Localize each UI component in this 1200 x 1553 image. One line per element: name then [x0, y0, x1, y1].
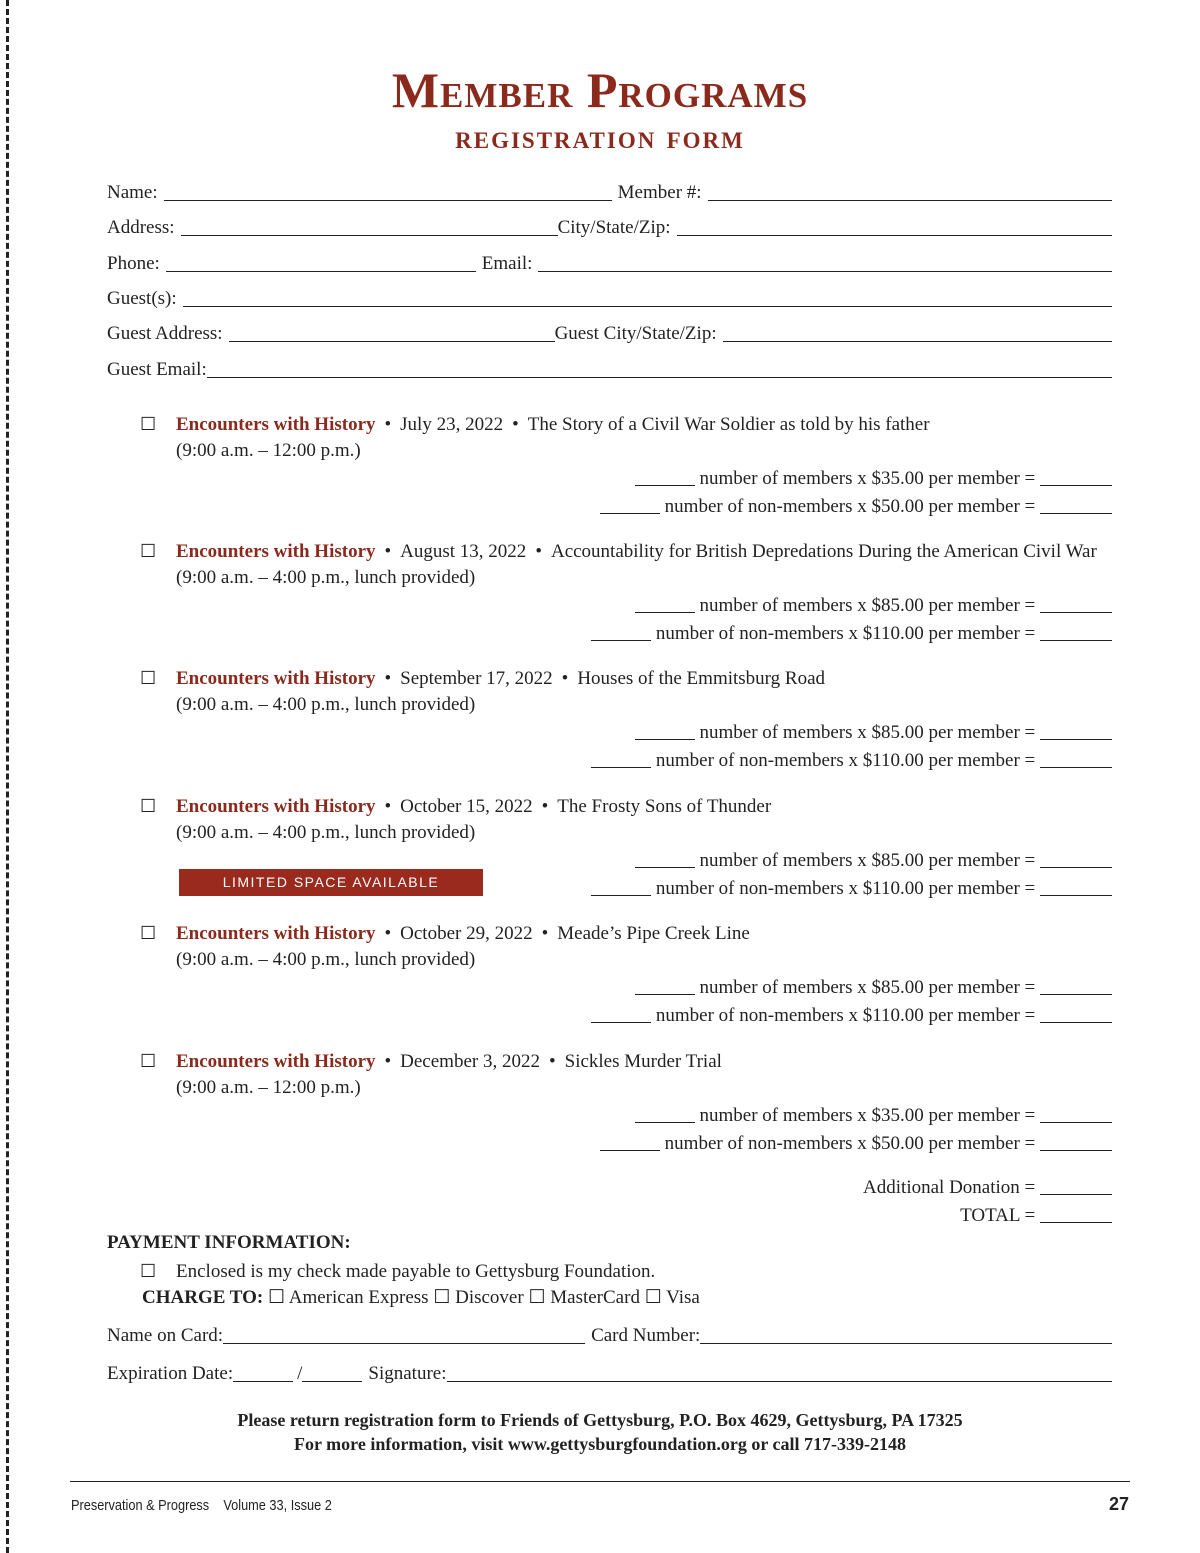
- name-on-card-label: Name on Card:: [107, 1325, 224, 1346]
- event-time: (9:00 a.m. – 4:00 p.m., lunch provided): [176, 822, 476, 843]
- event-series: Encounters with History: [176, 923, 376, 944]
- guests-label: Guest(s):: [107, 288, 177, 309]
- member-price-line: [635, 720, 1112, 746]
- event-topic: The Story of a Civil War Soldier as told by his father: [527, 414, 930, 435]
- nonmember-price-text: number of non-members x $50.00 per member =: [664, 496, 1036, 517]
- member-count-field[interactable]: [635, 1104, 695, 1123]
- page-title: Member Programs: [391, 62, 809, 118]
- donation-label: Additional Donation =: [863, 1177, 1036, 1198]
- check-option: [140, 1258, 655, 1285]
- event-date: October 15, 2022: [400, 796, 533, 817]
- amex-checkbox[interactable]: ☐: [268, 1287, 286, 1308]
- event-checkbox[interactable]: ☐: [140, 541, 157, 561]
- nonmember-subtotal-field[interactable]: [1040, 1132, 1112, 1151]
- nonmember-price-text: number of non-members x $110.00 per member =: [655, 878, 1036, 899]
- mastercard-label: MasterCard: [550, 1287, 640, 1308]
- event-date: August 13, 2022: [400, 541, 527, 562]
- event-checkbox[interactable]: ☐: [140, 668, 157, 688]
- nonmember-subtotal-field[interactable]: [1040, 1004, 1112, 1023]
- bullet-separator: •: [548, 1051, 556, 1072]
- phone-row: [107, 251, 1112, 275]
- address-label: Address:: [107, 217, 175, 238]
- bullet-separator: •: [384, 414, 392, 435]
- total-field[interactable]: [1040, 1204, 1112, 1223]
- event-date: September 17, 2022: [400, 668, 553, 689]
- footer-divider: [70, 1481, 1130, 1482]
- event-date: December 3, 2022: [400, 1051, 540, 1072]
- nonmember-price-text: number of non-members x $110.00 per member =: [655, 1005, 1036, 1026]
- event-time: (9:00 a.m. – 4:00 p.m., lunch provided): [176, 949, 476, 970]
- event-checkbox[interactable]: ☐: [140, 923, 157, 943]
- mastercard-checkbox[interactable]: ☐: [528, 1287, 546, 1308]
- member-subtotal-field[interactable]: [1040, 721, 1112, 740]
- event-series: Encounters with History: [176, 796, 376, 817]
- nonmember-count-field[interactable]: [600, 1132, 660, 1151]
- member-number-field[interactable]: [708, 182, 1112, 201]
- bullet-separator: •: [541, 923, 549, 944]
- event-topic: Sickles Murder Trial: [564, 1051, 722, 1072]
- dashed-cut-line: [6, 0, 9, 1553]
- event-block: [140, 411, 1125, 517]
- address-field[interactable]: [181, 217, 558, 236]
- guest-email-label: Guest Email:: [107, 359, 207, 380]
- member-count-field[interactable]: [635, 976, 695, 995]
- guest-email-row: [107, 357, 1112, 381]
- guest-address-label: Guest Address:: [107, 323, 223, 344]
- name-row: [107, 180, 1112, 204]
- page-subtitle: registration form: [455, 120, 745, 156]
- bullet-separator: •: [512, 414, 519, 435]
- event-series: Encounters with History: [176, 414, 376, 435]
- bullet-separator: •: [384, 796, 392, 817]
- total-label: TOTAL =: [960, 1205, 1036, 1226]
- donation-field[interactable]: [1040, 1176, 1112, 1195]
- member-price-text: number of members x $35.00 per member =: [699, 1105, 1036, 1126]
- member-price-text: number of members x $85.00 per member =: [699, 722, 1036, 743]
- total-line: [960, 1203, 1112, 1229]
- additional-donation-line: [863, 1175, 1112, 1201]
- event-block: [140, 538, 1125, 644]
- discover-checkbox[interactable]: ☐: [433, 1287, 451, 1308]
- email-label: Email:: [481, 253, 533, 274]
- nonmember-count-field[interactable]: [591, 749, 651, 768]
- member-price-text: number of members x $85.00 per member =: [699, 977, 1036, 998]
- visa-checkbox[interactable]: ☐: [644, 1287, 662, 1308]
- nonmember-price-line: [591, 621, 1112, 647]
- expiration-row: [107, 1361, 1112, 1385]
- nonmember-price-text: number of non-members x $50.00 per member =: [664, 1133, 1036, 1154]
- event-block: [140, 1048, 1125, 1154]
- guest-address-row: [107, 321, 1112, 345]
- bullet-separator: •: [384, 668, 392, 689]
- nonmember-subtotal-field[interactable]: [1040, 622, 1112, 641]
- city-state-zip-field[interactable]: [677, 217, 1112, 236]
- guest-email-field[interactable]: [207, 359, 1112, 378]
- check-checkbox[interactable]: ☐: [140, 1261, 157, 1281]
- nonmember-subtotal-field[interactable]: [1040, 495, 1112, 514]
- email-field[interactable]: [538, 253, 1112, 272]
- member-subtotal-field[interactable]: [1040, 849, 1112, 868]
- name-label: Name:: [107, 182, 158, 203]
- publication-info: [71, 1497, 332, 1514]
- card-number-field[interactable]: [700, 1325, 1112, 1344]
- nonmember-price-text: number of non-members x $110.00 per member =: [655, 623, 1036, 644]
- member-price-text: number of members x $85.00 per member =: [699, 850, 1036, 871]
- nonmember-count-field[interactable]: [591, 877, 651, 896]
- nonmember-count-field[interactable]: [591, 1004, 651, 1023]
- member-price-text: number of members x $35.00 per member =: [699, 468, 1036, 489]
- guests-field[interactable]: [183, 288, 1112, 307]
- discover-label: Discover: [455, 1287, 524, 1308]
- guests-row: [107, 286, 1112, 310]
- member-subtotal-field[interactable]: [1040, 467, 1112, 486]
- phone-label: Phone:: [107, 253, 160, 274]
- expiration-label: Expiration Date:: [107, 1363, 234, 1384]
- visa-label: Visa: [666, 1287, 700, 1308]
- nonmember-price-line: [600, 494, 1112, 520]
- event-time: (9:00 a.m. – 4:00 p.m., lunch provided): [176, 567, 476, 588]
- nonmember-subtotal-field[interactable]: [1040, 877, 1112, 896]
- member-price-line: [635, 593, 1112, 619]
- expiration-slash: /: [297, 1363, 303, 1384]
- member-subtotal-field[interactable]: [1040, 1104, 1112, 1123]
- member-subtotal-field[interactable]: [1040, 976, 1112, 995]
- event-topic: Accountability for British Depredations During the American Civil War: [550, 541, 1097, 562]
- event-time: (9:00 a.m. – 12:00 p.m.): [176, 440, 361, 461]
- bullet-separator: •: [384, 923, 392, 944]
- event-block: [140, 920, 1125, 1026]
- nonmember-price-line: [591, 748, 1112, 774]
- member-count-field[interactable]: [635, 594, 695, 613]
- event-topic: The Frosty Sons of Thunder: [557, 796, 772, 817]
- check-text: Enclosed is my check made payable to Gettysburg Foundation.: [176, 1261, 656, 1282]
- member-price-line: [635, 975, 1112, 1001]
- guest-address-field[interactable]: [229, 323, 555, 342]
- event-block: [140, 793, 1125, 899]
- expiration-year-field[interactable]: [302, 1363, 362, 1382]
- member-count-field[interactable]: [635, 721, 695, 740]
- nonmember-count-field[interactable]: [600, 495, 660, 514]
- nonmember-price-line: [591, 876, 1112, 902]
- name-on-card-field[interactable]: [223, 1325, 585, 1344]
- event-series: Encounters with History: [176, 668, 376, 689]
- event-checkbox[interactable]: ☐: [140, 1051, 157, 1071]
- member-count-field[interactable]: [635, 849, 695, 868]
- nonmember-price-text: number of non-members x $110.00 per member =: [655, 750, 1036, 771]
- member-subtotal-field[interactable]: [1040, 594, 1112, 613]
- event-block: [140, 665, 1125, 771]
- event-date: July 23, 2022: [400, 414, 504, 435]
- info-note: For more information, visit www.gettysburgfoundation.org or call 717-339-2148: [294, 1434, 906, 1454]
- bullet-separator: •: [384, 1051, 392, 1072]
- charge-to-label: CHARGE TO:: [142, 1287, 264, 1308]
- publication-name: Preservation & Progress: [71, 1497, 210, 1514]
- nonmember-count-field[interactable]: [591, 622, 651, 641]
- card-name-row: [107, 1323, 1112, 1347]
- event-topic: Meade’s Pipe Creek Line: [557, 923, 750, 944]
- member-price-line: [635, 848, 1112, 874]
- member-price-line: [635, 466, 1112, 492]
- nonmember-subtotal-field[interactable]: [1040, 749, 1112, 768]
- payment-heading: PAYMENT INFORMATION:: [107, 1232, 351, 1253]
- expiration-month-field[interactable]: [233, 1363, 293, 1382]
- limited-space-badge: LIMITED SPACE AVAILABLE: [179, 869, 483, 896]
- nonmember-price-line: [591, 1003, 1112, 1029]
- issue-info: Volume 33, Issue 2: [223, 1497, 332, 1514]
- amex-label: American Express: [288, 1287, 429, 1308]
- event-series: Encounters with History: [176, 541, 376, 562]
- guest-city-state-zip-field[interactable]: [723, 323, 1112, 342]
- member-price-text: number of members x $85.00 per member =: [699, 595, 1036, 616]
- phone-field[interactable]: [166, 253, 476, 272]
- nonmember-price-line: [600, 1131, 1112, 1157]
- bullet-separator: •: [561, 668, 569, 689]
- return-note: Please return registration form to Friends of Gettysburg, P.O. Box 4629, Gettysburg, PA 17325: [237, 1410, 963, 1430]
- signature-label: Signature:: [368, 1363, 447, 1384]
- member-price-line: [635, 1103, 1112, 1129]
- member-number-label: Member #:: [617, 182, 702, 203]
- card-number-label: Card Number:: [591, 1325, 701, 1346]
- bullet-separator: •: [384, 541, 392, 562]
- city-state-zip-label: City/State/Zip:: [557, 217, 671, 238]
- guest-city-state-zip-label: Guest City/State/Zip:: [554, 323, 717, 344]
- bullet-separator: •: [535, 541, 542, 562]
- bullet-separator: •: [541, 796, 549, 817]
- event-topic: Houses of the Emmitsburg Road: [577, 668, 826, 689]
- event-time: (9:00 a.m. – 4:00 p.m., lunch provided): [176, 694, 476, 715]
- signature-field[interactable]: [447, 1363, 1113, 1382]
- event-time: (9:00 a.m. – 12:00 p.m.): [176, 1077, 361, 1098]
- event-series: Encounters with History: [176, 1051, 376, 1072]
- name-field[interactable]: [164, 182, 612, 201]
- address-row: [107, 215, 1112, 239]
- member-count-field[interactable]: [635, 467, 695, 486]
- event-checkbox[interactable]: ☐: [140, 414, 157, 434]
- event-date: October 29, 2022: [400, 923, 533, 944]
- event-checkbox[interactable]: ☐: [140, 796, 157, 816]
- page-number: 27: [1108, 1494, 1129, 1514]
- charge-to-row: [142, 1285, 700, 1311]
